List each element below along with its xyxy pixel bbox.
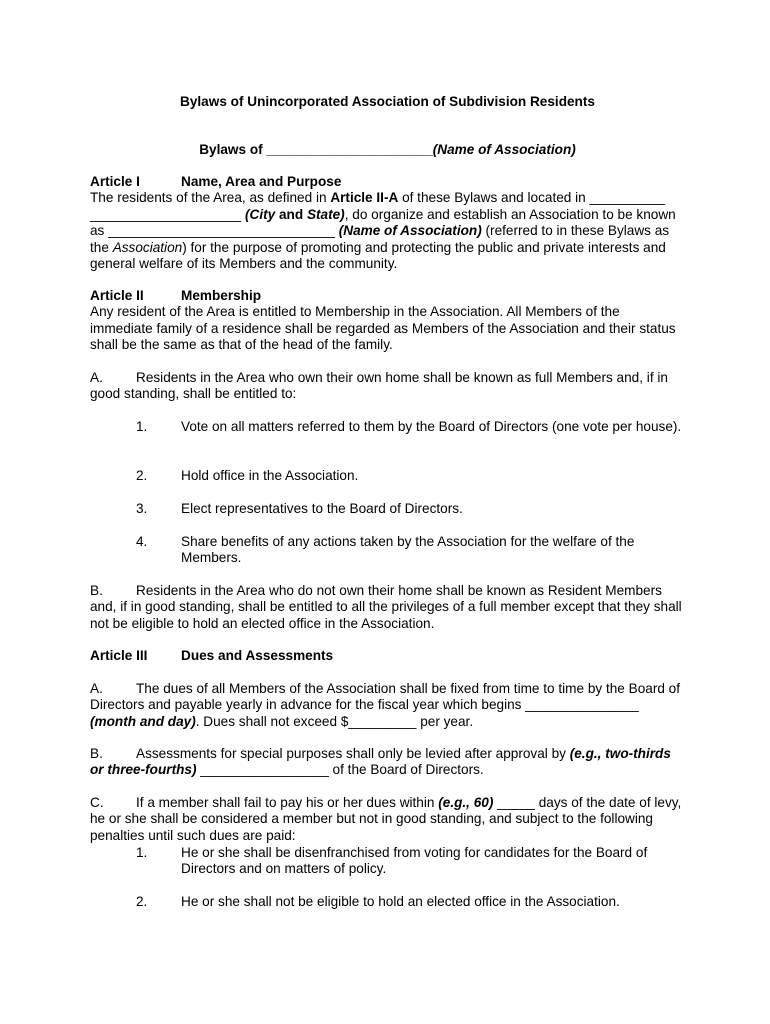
section-b-s2: _________________ of the Board of Directors. (196, 762, 484, 778)
list-item-text: He or she shall be disenfranchised from voting for candidates for the Board of Directors and on matters of policy. (181, 845, 648, 877)
list-item-text: Share benefits of any actions taken by the Association for the welfare of the Members. (181, 534, 635, 566)
article-2-heading (90, 288, 685, 304)
article-2-number: Article II (90, 288, 144, 303)
article-2-intro: Any resident of the Area is entitled to Membership in the Association. All Members of the immediate family of a residence shall be regarded as Members of the Association and their status shall be the same as that of the head of the family. (90, 304, 676, 353)
list-item-text: Elect representatives to the Board of Directors. (181, 501, 463, 516)
section-c-s1: If a member shall fail to pay his or her dues within (136, 795, 439, 810)
section-b-lead: B. (90, 583, 103, 598)
section-b-text: Residents in the Area who do not own their home shall be known as Resident Members and, if in good standing, shall be entitled to all the privileges of a full member except that they shall not be eligible to hold an elected office in the Association. (90, 583, 682, 631)
section-b-lead: B. (90, 746, 103, 761)
article-1-s1: The residents of the Area, as defined in (90, 190, 331, 206)
list-item-number: 2. (136, 894, 148, 909)
section-b-fraction: (e.g., two-thirds or three-fourths) (90, 746, 671, 778)
section-a-lead: A. (90, 681, 103, 696)
article-1-ref: Article II-A (330, 190, 399, 206)
subtitle-prefix: Bylaws of (199, 142, 267, 157)
article-2 (90, 288, 685, 354)
article-3-section-c (90, 795, 685, 844)
article-1-city: (City (244, 206, 276, 222)
article-3 (90, 648, 685, 664)
article-2-section-b (90, 583, 685, 632)
article-1-name: Name, Area and Purpose (181, 174, 342, 189)
list-item-text: He or she shall not be eligible to hold an elected office in the Association. (181, 894, 620, 909)
article-1-and: and (275, 206, 307, 222)
article-3-name: Dues and Assessments (181, 648, 334, 663)
section-a-s2: . Dues shall not exceed $_________ per year. (195, 713, 474, 729)
article-1-association: Association (112, 239, 183, 255)
list-item (136, 894, 685, 910)
article-1-s3: , do organize and establish an Association to be known as ______________________________ (90, 206, 676, 239)
article-1-text (90, 190, 685, 272)
section-a-lead: A. (90, 370, 103, 385)
article-3-heading (90, 648, 685, 664)
list-item (136, 501, 685, 517)
document-title: Bylaws of Unincorporated Association of Subdivision Residents (180, 94, 595, 109)
list-item (136, 534, 685, 567)
subtitle-suffix: (Name of Association) (432, 142, 576, 157)
section-c-lead: C. (90, 795, 104, 810)
article-1 (90, 174, 685, 272)
article-1-s5: ) for the purpose of promoting and protecting the public and private interests and general welfare of its Members and the community. (90, 239, 666, 272)
list-item (136, 845, 685, 878)
section-a-s1: The dues of all Members of the Association shall be fixed from time to time by the Board of Directors and payable yearly in advance for the fiscal year which begins _______________ (90, 681, 681, 713)
article-1-heading (90, 174, 685, 190)
list-item (136, 419, 685, 435)
list-item-number: 1. (136, 419, 148, 434)
section-a-text: Residents in the Area who own their own home shall be known as full Members and, if in good standing, shall be entitled to: (90, 370, 668, 402)
article-3-number: Article III (90, 648, 148, 663)
article-3-section-a (90, 681, 685, 730)
article-1-s2: of these Bylaws and located in __________ ____________________ (90, 190, 666, 222)
article-1-s4: (referred to in these Bylaws as the (90, 223, 670, 255)
article-2-section-a (90, 370, 685, 403)
section-a-month-day: (month and day) (90, 713, 196, 729)
list-item-text: Vote on all matters referred to them by the Board of Directors (one vote per house). (181, 419, 682, 434)
list-item-number: 1. (136, 845, 148, 860)
subtitle-blank: ______________________ (266, 142, 433, 157)
article-2-name: Membership (181, 288, 262, 303)
article-1-number: Article I (90, 174, 140, 189)
section-b-s1: Assessments for special purposes shall only be levied after approval by (136, 746, 570, 761)
article-1-assoc-name: (Name of Association) (338, 223, 482, 239)
list-item-number: 3. (136, 501, 148, 516)
list-item (136, 468, 685, 484)
list-item-text: Hold office in the Association. (181, 468, 359, 483)
section-c-days: (e.g., 60) (438, 795, 494, 810)
article-1-state: State) (306, 206, 345, 222)
bylaws-of-line (90, 142, 685, 158)
article-3-section-b (90, 746, 685, 779)
section-c-s2: _____ days of the date of levy, he or she shall be considered a member but not in good standing, and subject to the following penalties until such dues are paid: (90, 795, 682, 843)
list-item-number: 4. (136, 534, 148, 549)
list-item-number: 2. (136, 468, 148, 483)
